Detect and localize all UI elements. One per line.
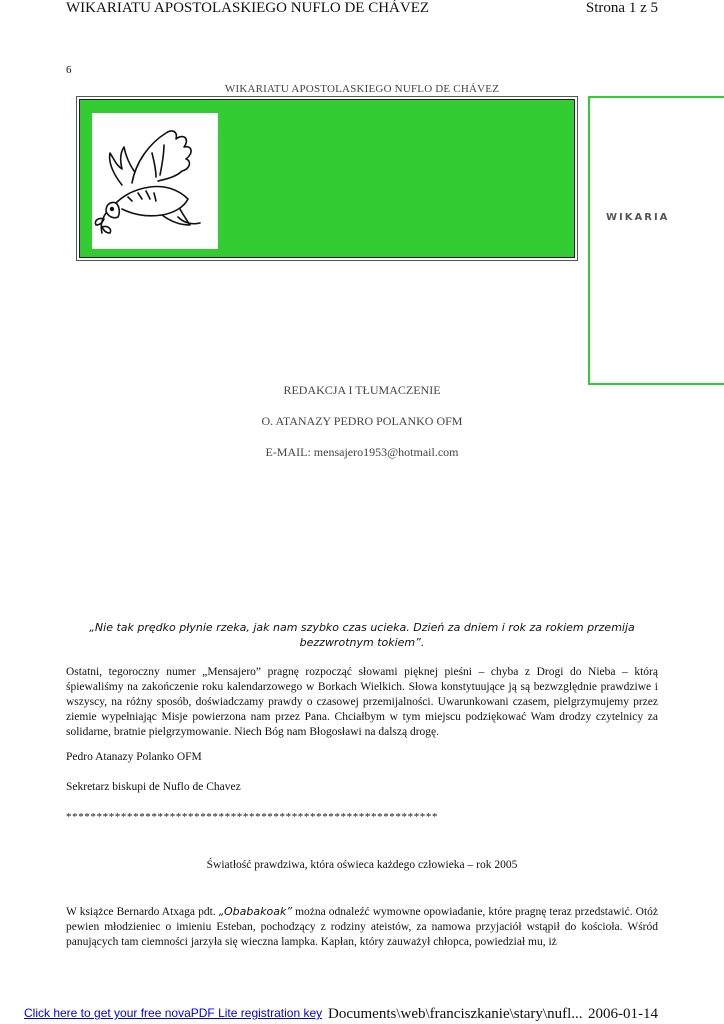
body-paragraph [66,904,658,950]
body-text-before: W książce Bernardo Atxaga pdt. [66,906,219,918]
credits-email: E-MAIL: mensajero1953@hotmail.com [265,445,459,459]
signature-role: Sekretarz biskupi de Nuflo de Chavez [66,781,241,793]
separator: ************************************************************* [66,811,439,823]
signature-name: Pedro Atanazy Polanko OFM [66,751,202,763]
inner-title: WIKARIATU APOSTOLASKIEGO NUFLO DE CHÁVEZ [224,83,500,95]
side-label: WIKARIA [606,212,670,223]
credits-name: O. ATANAZY PEDRO POLANKO OFM [261,414,463,428]
dove-with-branch-icon [92,113,218,249]
opening-quote: „Nie tak prędko płynie rzeka, jak nam szybko czas ucieka. Dzień za dniem i rok za rokiem przemija bezzwrotnym tokiem”. [89,621,635,649]
side-panel [588,96,724,385]
header-title: WIKARIATU APOSTOLASKIEGO NUFLO DE CHÁVEZ [66,0,430,16]
banner-green-panel [79,99,575,258]
intro-paragraph: Ostatni, tegoroczny numer „Mensajero” pragnę rozpocząć słowami pięknej pieśni – chyba z Drogi do Nieba – którą śpiewaliśmy na zakończenie roku kalendarzowego w Borkach Wielkich. Słowa konstytuujące ją są bezwzględnie prawdziwe i wszyscy, na różny sposób, doświadczamy prawdy o czasowej przemijalności. Uwarunkowani czasem, pielgrzymujemy przez ziemie wypełniając Misje powierzona nam przez Pana. Chciałbym w tym miejscu podziękować Wam drodzy czytelnicy za solidarne, bratnie pielgrzymowanie. Niech Bóg nam Błogosławi na dalszą drogę. [66,666,658,738]
banner [76,96,578,261]
book-title: „Obabakoak” [218,905,293,918]
body-text-after: można odnaleźć wymowne opowiadanie, które pragnę teraz przedstawić. Otóż pewien młodzieniec o imieniu Esteban, pochodzący z rodziny ateistów, za namowa przyjaciół wstąpił do kościoła. Wśród panujących tam ciemności jarzyła się wieczna lampka. Kapłan, który zauważył chłopca, powiedział mu, iż [66,906,658,948]
footer-path: Documents\web\franciszkanie\stary\nufl... [328,1006,583,1022]
section-title: Światłość prawdziwa, która oświeca każdego człowieka – rok 2005 [206,859,518,871]
footer-date: 2006-01-14 [588,1006,658,1022]
page-indicator: Strona 1 z 5 [585,0,658,16]
page-number: 6 [66,64,72,76]
credits-editing: REDAKCJA I TŁUMACZENIE [283,383,441,397]
registration-link[interactable]: Click here to get your free novaPDF Lite registration key [24,1006,323,1020]
